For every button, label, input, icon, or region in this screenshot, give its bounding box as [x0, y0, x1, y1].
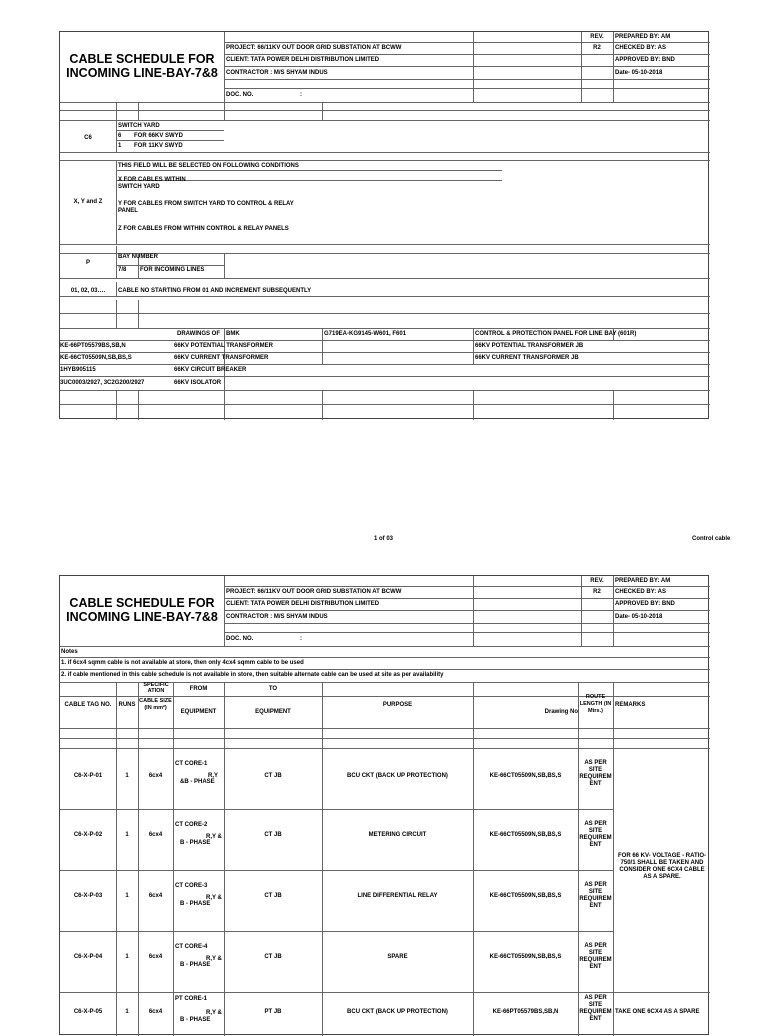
legend-for66: FOR 66KV SWYD: [134, 133, 184, 139]
from-phase: R,Y &: [206, 895, 222, 901]
remarks-ct: FOR 66 KV- VOLTAGE - RATIO- 750/1 SHALL BE TAKEN AND CONSIDER ONE 6CX4 CABLE AS A SPARE.: [617, 853, 706, 880]
purpose: BCU CKT (BACK UP PROTECTION): [347, 773, 448, 779]
drawing-desc: 66KV POTENTIAL TRANSFORMER: [174, 343, 273, 349]
sheet-2: [59, 575, 709, 1035]
title-line-2: INCOMING LINE-BAY-7&8: [66, 610, 218, 624]
drawings-g-number: G719EA-KG9145-W601, F601: [324, 331, 407, 337]
drawing-code: 3UC0003/2927, 3C2G200/2927: [60, 380, 145, 386]
note-2: 2. if cable mentioned in this cable schedule is not available in store, then suitable alternate cable can be used at site as per availability: [61, 672, 444, 678]
col-header-route: ROUTE LENGTH (IN Mtrs.): [579, 694, 612, 714]
route-length: AS PER SITE REQUIREM ENT: [579, 882, 612, 909]
legend-c6: C6: [84, 135, 92, 141]
purpose: BCU CKT (BACK UP PROTECTION): [347, 1009, 448, 1015]
from-phase-2: B - PHASE: [180, 840, 211, 846]
doc-no-colon: :: [300, 636, 302, 642]
rev-value: R2: [593, 589, 601, 595]
col-header-drawing: Drawing No: [544, 709, 578, 715]
legend-field-selected: THIS FIELD WILL BE SELECTED ON FOLLOWING CONDITIONS: [118, 163, 299, 169]
drawings-bmk: BMK: [226, 331, 240, 337]
drawing-no: KE-66CT05509N,SB,BS,S: [489, 773, 562, 779]
rev-label: REV.: [590, 34, 604, 40]
to-equipment: CT JB: [264, 954, 282, 960]
client-text: CLIENT: TATA POWER DELHI DISTRIBUTION LIMITED: [226, 57, 380, 63]
legend-y-1: Y FOR CABLES FROM SWITCH YARD TO CONTROL & RELAY: [118, 201, 294, 207]
col-header-from: FROM: [189, 686, 208, 692]
drawing-desc: 66KV CIRCUIT BREAKER: [174, 367, 247, 373]
from-core: CT CORE-3: [175, 883, 208, 889]
legend-y-2: PANEL: [118, 208, 138, 214]
cable-tag: C6-X-P-01: [73, 773, 103, 779]
contractor-text: CONTRACTOR : M/S SHYAM INDUS: [226, 614, 328, 620]
doc-title: [60, 596, 224, 624]
purpose: METERING CIRCUIT: [368, 832, 427, 838]
from-core: CT CORE-2: [175, 822, 208, 828]
from-core: CT CORE-4: [175, 944, 208, 950]
col-header-remarks: REMARKS: [615, 702, 646, 708]
drawing-code: KE-66CT05509N,SB,BS,S: [60, 355, 132, 361]
from-phase-2: B - PHASE: [180, 901, 211, 907]
drawing-code: 1HYB905115: [60, 367, 96, 373]
prepared-by: PREPARED BY: AM: [615, 34, 671, 40]
route-length: AS PER SITE REQUIREM ENT: [579, 943, 612, 970]
col-header-spec: SPECIFIC ATION: [143, 682, 169, 694]
route-length: AS PER SITE REQUIREM ENT: [579, 821, 612, 848]
purpose: LINE DIFFERENTIAL RELAY: [357, 893, 438, 899]
route-length: AS PER SITE REQUIREM ENT: [579, 995, 612, 1022]
cable-tag: C6-X-P-02: [73, 832, 103, 838]
checked-by: CHECKED BY: AS: [615, 45, 667, 51]
route-length: AS PER SITE REQUIREM ENT: [579, 760, 612, 787]
from-phase-2: B - PHASE: [180, 962, 211, 968]
title-line-1: CABLE SCHEDULE FOR: [69, 596, 215, 610]
legend-78: 7/8: [118, 267, 127, 273]
note-1: 1. if 6cx4 sqmm cable is not available at store, then only 4cx4 sqmm cable to be used: [61, 660, 304, 666]
rev-value: R2: [593, 45, 601, 51]
approved-by: APPROVED BY: BND: [615, 601, 675, 607]
doc-no-label: DOC. NO.: [226, 92, 254, 98]
drawing-no: KE-66CT05509N,SB,BS,S: [489, 893, 562, 899]
remarks-pt: TAKE ONE 6CX4 AS A SPARE: [615, 1009, 700, 1015]
legend-6: 6: [118, 133, 122, 139]
drawings-cp-panel: CONTROL & PROTECTION PANEL FOR LINE BAY (601R): [475, 331, 637, 337]
cable-size: 6cx4: [148, 954, 163, 960]
page-number: 1 of 03: [374, 536, 394, 542]
client-text: CLIENT: TATA POWER DELHI DISTRIBUTION LIMITED: [226, 601, 380, 607]
legend-bay-number: BAY NUMBER: [118, 254, 159, 260]
col-header-purpose: PURPOSE: [382, 702, 413, 708]
to-equipment: CT JB: [264, 773, 282, 779]
to-equipment: CT JB: [264, 832, 282, 838]
legend-z: Z FOR CABLES FROM WITHIN CONTROL & RELAY PANELS: [118, 226, 289, 232]
col-header-from-equipment: EQUIPMENT: [180, 709, 217, 715]
from-phase-2: &B - PHASE: [180, 779, 215, 785]
legend-switch-yard: SWITCH YARD: [118, 123, 160, 129]
doc-no-colon: :: [300, 92, 302, 98]
col-header-size: CABLE SIZE (IN mm²): [139, 698, 172, 711]
cable-tag: C6-X-P-05: [73, 1009, 103, 1015]
legend-for-incoming: FOR INCOMING LINES: [140, 267, 205, 273]
title-line-1: CABLE SCHEDULE FOR: [69, 52, 215, 66]
checked-by: CHECKED BY: AS: [615, 589, 667, 595]
from-phase: R,Y &: [206, 1010, 222, 1016]
notes-title: Notes: [61, 649, 78, 655]
legend-1: 1: [118, 143, 122, 149]
legend-xyz: X, Y and Z: [73, 199, 103, 205]
cable-size: 6cx4: [148, 832, 163, 838]
cable-size: 6cx4: [148, 893, 163, 899]
runs: 1: [125, 893, 129, 899]
from-core: PT CORE-1: [175, 996, 208, 1002]
drawing-right: 66KV CURRENT TRANSFORMER JB: [475, 355, 579, 361]
from-phase: R,Y: [208, 773, 219, 779]
from-phase: R,Y &: [206, 956, 222, 962]
cable-size: 6cx4: [148, 1009, 163, 1015]
to-equipment: CT JB: [264, 893, 282, 899]
date-text: Date- 05-10-2018: [615, 70, 663, 76]
cable-tag: C6-X-P-03: [73, 893, 103, 899]
doc-no-label: DOC. NO.: [226, 636, 254, 642]
rev-label: REV.: [590, 578, 604, 584]
cable-size: 6cx4: [148, 773, 163, 779]
cable-tag: C6-X-P-04: [73, 954, 103, 960]
page-type-label: Control cable: [692, 536, 731, 542]
project-text: PROJECT: 66/11KV OUT DOOR GRID SUBSTATION AT BCWW: [226, 589, 402, 595]
runs: 1: [125, 954, 129, 960]
legend-cable-no: CABLE NO STARTING FROM 01 AND INCREMENT SUBSEQUENTLY: [118, 288, 312, 294]
col-header-to-equipment: EQUIPMENT: [255, 709, 291, 715]
doc-title: [60, 52, 224, 80]
sheet-1: [59, 31, 709, 419]
legend-for11: FOR 11KV SWYD: [134, 143, 183, 149]
drawing-code: KE-66PT05579BS,SB,N: [60, 343, 126, 349]
approved-by: APPROVED BY: BND: [615, 57, 675, 63]
col-header-to: TO: [268, 686, 278, 692]
prepared-by: PREPARED BY: AM: [615, 578, 671, 584]
to-equipment: PT JB: [264, 1009, 282, 1015]
legend-seq: 01, 02, 03….: [70, 288, 106, 294]
title-line-2: INCOMING LINE-BAY-7&8: [66, 66, 218, 80]
purpose: SPARE: [387, 954, 408, 960]
drawing-no: KE-66CT05509N,SB,BS,S: [489, 954, 562, 960]
drawing-no: KE-66PT05579BS,SB,N: [492, 1009, 559, 1015]
project-text: PROJECT: 66/11KV OUT DOOR GRID SUBSTATION AT BCWW: [226, 45, 402, 51]
legend-p: P: [85, 260, 90, 266]
from-phase: R,Y &: [206, 834, 222, 840]
runs: 1: [125, 832, 129, 838]
from-core: CT CORE-1: [175, 761, 208, 767]
col-header-runs: RUNS: [118, 702, 136, 708]
drawing-desc: 66KV ISOLATOR: [174, 380, 222, 386]
contractor-text: CONTRACTOR : M/S SHYAM INDUS: [226, 70, 328, 76]
date-text: Date- 05-10-2018: [615, 614, 663, 620]
drawings-of-label: DRAWINGS OF: [177, 331, 220, 337]
drawing-right: 66KV POTENTIAL TRANSFORMER JB: [475, 343, 584, 349]
runs: 1: [125, 773, 129, 779]
legend-x-1: X FOR CABLES WITHIN: [118, 177, 186, 183]
drawing-no: KE-66CT05509N,SB,BS,S: [489, 832, 562, 838]
legend-x-2: SWITCH YARD: [118, 184, 160, 190]
drawing-desc: 66KV CURRENT TRANSFORMER: [174, 355, 269, 361]
from-phase-2: B - PHASE: [180, 1017, 211, 1023]
col-header-tag: CABLE TAG NO.: [64, 702, 112, 708]
runs: 1: [125, 1009, 129, 1015]
